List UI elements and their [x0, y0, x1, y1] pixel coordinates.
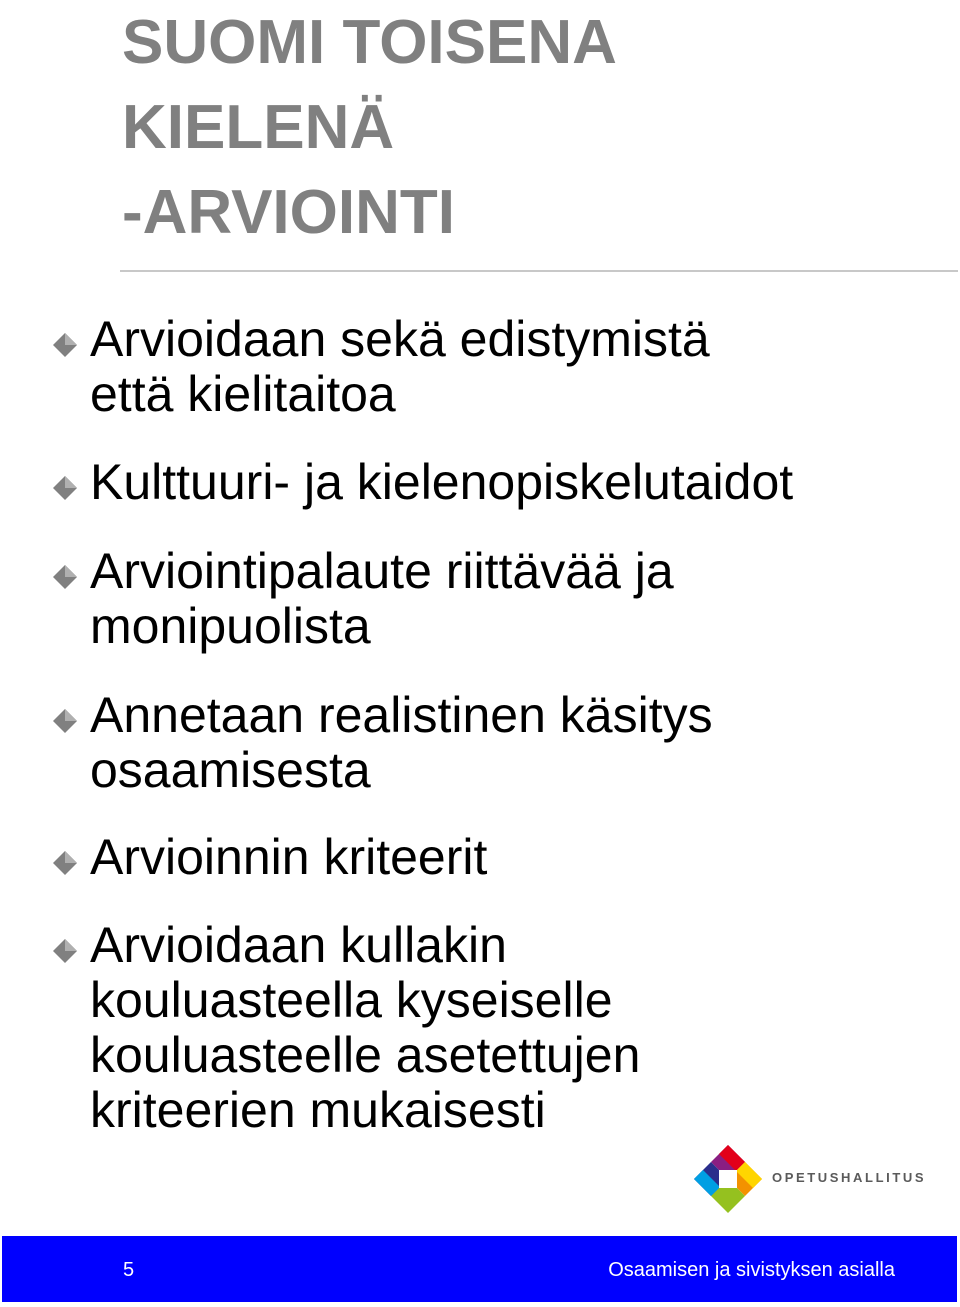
bullet-text	[90, 312, 930, 422]
page-number: 5	[123, 1259, 135, 1281]
opetushallitus-logo-icon	[693, 1144, 763, 1214]
bullet-text	[90, 830, 930, 885]
bullet-line: Arvioidaan kullakin	[90, 917, 507, 973]
bullet-line: monipuolista	[90, 598, 371, 654]
bullet-line: kouluasteelle asetettujen	[90, 1027, 641, 1083]
bullet-text	[90, 918, 930, 1138]
bullet-line: kouluasteella kyseiselle	[90, 972, 613, 1028]
diamond-bullet-icon	[52, 332, 78, 358]
bullet-line: että kielitaitoa	[90, 366, 396, 422]
slide-title-line: KIELENÄ	[122, 93, 395, 162]
footer-bar	[2, 1236, 957, 1302]
slide-title-line: SUOMI TOISENA	[122, 8, 617, 77]
footer-tagline: Osaamisen ja sivistyksen asialla	[608, 1259, 895, 1281]
diamond-bullet-icon	[52, 708, 78, 734]
slide-title	[122, 0, 617, 255]
bullet-text	[90, 688, 930, 798]
bullet-text	[90, 455, 930, 510]
bullet-line: kriteerien mukaisesti	[90, 1082, 546, 1138]
bullet-text	[90, 544, 930, 654]
diamond-bullet-icon	[52, 938, 78, 964]
bullet-line: Kulttuuri- ja kielenopiskelutaidot	[90, 454, 794, 510]
bullet-line: Arvioinnin kriteerit	[90, 829, 488, 885]
diamond-bullet-icon	[52, 475, 78, 501]
bullet-line: Arvioidaan sekä edistymistä	[90, 311, 710, 367]
title-divider	[120, 270, 958, 272]
slide-title-line: -ARVIOINTI	[122, 178, 455, 247]
bullet-line: Annetaan realistinen käsitys	[90, 687, 713, 743]
diamond-bullet-icon	[52, 850, 78, 876]
bullet-line: osaamisesta	[90, 742, 371, 798]
logo-text: OPETUSHALLITUS	[772, 1170, 927, 1185]
diamond-bullet-icon	[52, 564, 78, 590]
bullet-line: Arviointipalaute riittävää ja	[90, 543, 674, 599]
